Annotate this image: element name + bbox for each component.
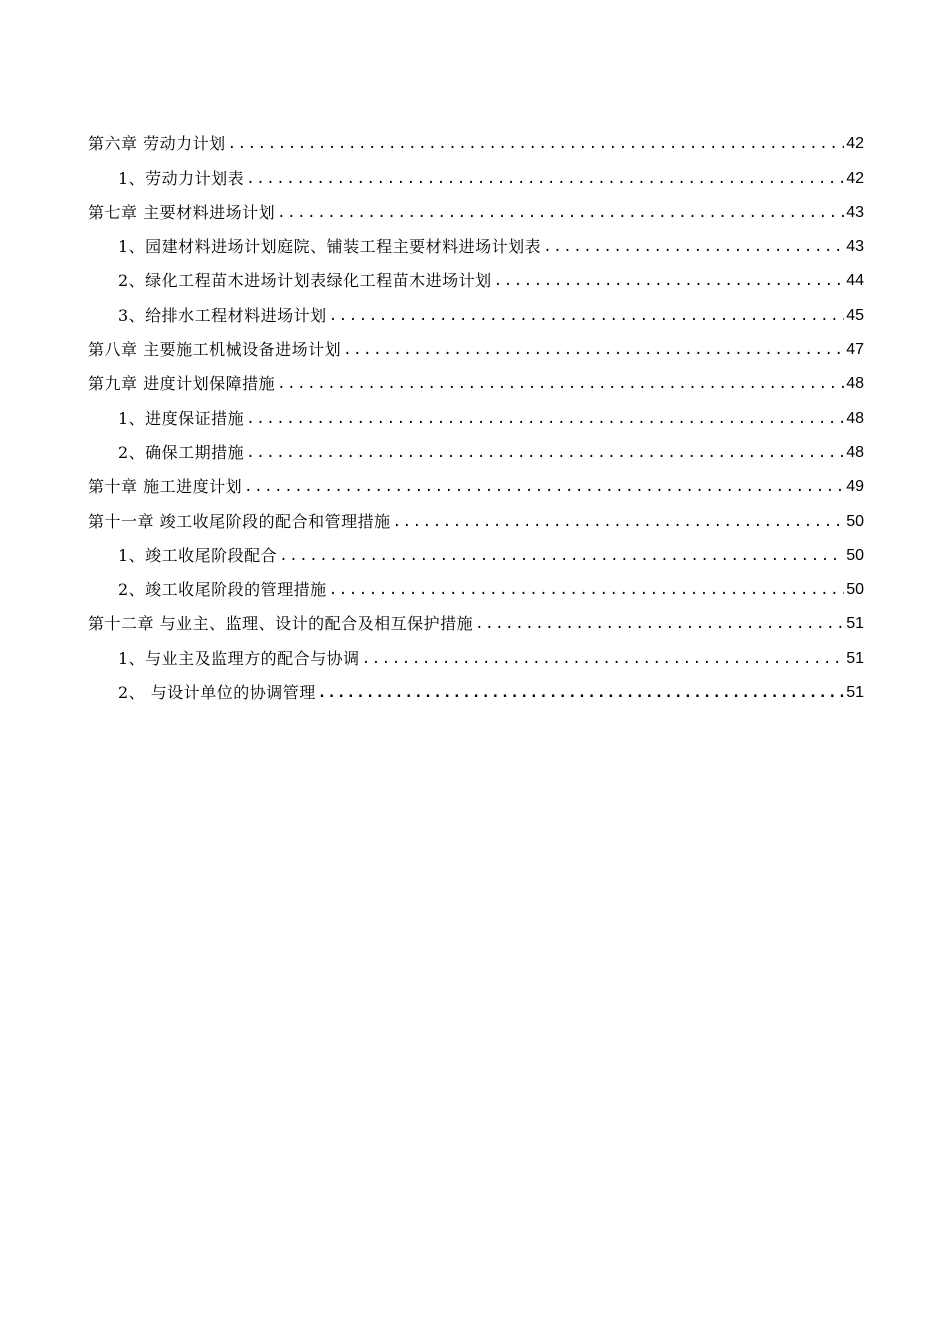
toc-entry[interactable] bbox=[88, 465, 864, 499]
toc-entry-page: 45 bbox=[846, 306, 864, 324]
toc-entry[interactable] bbox=[88, 396, 864, 430]
toc-dot-leader bbox=[246, 167, 844, 191]
toc-entry[interactable] bbox=[88, 568, 864, 602]
toc-entry-title: 第六章 劳动力计划 bbox=[88, 134, 226, 154]
toc-entry-page: 50 bbox=[846, 581, 864, 599]
toc-dot-leader bbox=[246, 407, 844, 431]
toc-entry[interactable] bbox=[88, 293, 864, 327]
toc-entry-title: 第七章 主要材料进场计划 bbox=[88, 202, 276, 222]
toc-dot-leader bbox=[318, 681, 844, 705]
toc-entry[interactable] bbox=[88, 671, 864, 705]
toc-entry-title: 1、进度保证措施 bbox=[118, 408, 245, 428]
toc-entry[interactable] bbox=[88, 431, 864, 465]
toc-entry[interactable] bbox=[88, 534, 864, 568]
toc-dot-leader bbox=[246, 441, 844, 465]
toc-entry-page: 49 bbox=[846, 478, 864, 496]
toc-dot-leader bbox=[329, 578, 844, 602]
toc-dot-leader bbox=[343, 338, 844, 362]
toc-dot-leader bbox=[393, 510, 844, 534]
toc-entry[interactable] bbox=[88, 328, 864, 362]
toc-entry-title: 2、绿化工程苗木进场计划表绿化工程苗木进场计划 bbox=[118, 271, 492, 291]
toc-entry-title: 3、给排水工程材料进场计划 bbox=[118, 305, 327, 325]
toc-entry-page: 42 bbox=[846, 135, 864, 153]
toc-entry-title: 1、竣工收尾阶段配合 bbox=[118, 545, 278, 565]
toc-dot-leader bbox=[475, 612, 844, 636]
toc-entry[interactable] bbox=[88, 259, 864, 293]
toc-entry[interactable] bbox=[88, 499, 864, 533]
toc-entry-title: 第十一章 竣工收尾阶段的配合和管理措施 bbox=[88, 511, 391, 531]
toc-entry-page: 42 bbox=[846, 169, 864, 187]
toc-entry-page: 44 bbox=[846, 272, 864, 290]
toc-dot-leader bbox=[228, 132, 844, 156]
toc-entry-page: 51 bbox=[846, 684, 864, 702]
toc-entry-title: 2、 与设计单位的协调管理 bbox=[118, 683, 316, 703]
toc-entry[interactable] bbox=[88, 191, 864, 225]
toc-dot-leader bbox=[279, 544, 844, 568]
toc-entry[interactable] bbox=[88, 122, 864, 156]
toc-entry-title: 2、竣工收尾阶段的管理措施 bbox=[118, 580, 327, 600]
toc-entry[interactable] bbox=[88, 156, 864, 190]
toc-dot-leader bbox=[494, 269, 844, 293]
toc-entry-page: 50 bbox=[846, 512, 864, 530]
toc-entry[interactable] bbox=[88, 225, 864, 259]
toc-dot-leader bbox=[277, 201, 844, 225]
toc-entry-page: 48 bbox=[846, 443, 864, 461]
toc-entry-title: 第十二章 与业主、监理、设计的配合及相互保护措施 bbox=[88, 614, 474, 634]
toc-dot-leader bbox=[362, 647, 844, 671]
toc-entry-page: 48 bbox=[846, 375, 864, 393]
toc-entry-page: 50 bbox=[846, 546, 864, 564]
toc-entry-title: 第九章 进度计划保障措施 bbox=[88, 374, 276, 394]
toc-entry-page: 48 bbox=[846, 409, 864, 427]
toc-entry-title: 第八章 主要施工机械设备进场计划 bbox=[88, 340, 342, 360]
toc-entry-page: 43 bbox=[846, 203, 864, 221]
toc-entry-title: 1、园建材料进场计划庭院、铺装工程主要材料进场计划表 bbox=[118, 237, 542, 257]
toc-dot-leader bbox=[329, 304, 844, 328]
toc-entry-title: 2、确保工期措施 bbox=[118, 442, 245, 462]
toc-entry[interactable] bbox=[88, 636, 864, 670]
toc-entry-page: 51 bbox=[846, 649, 864, 667]
table-of-contents bbox=[88, 122, 864, 705]
toc-dot-leader bbox=[277, 372, 844, 396]
toc-entry-page: 51 bbox=[846, 615, 864, 633]
toc-entry-page: 43 bbox=[846, 238, 864, 256]
toc-dot-leader bbox=[543, 235, 844, 259]
toc-entry[interactable] bbox=[88, 602, 864, 636]
toc-dot-leader bbox=[244, 475, 844, 499]
toc-entry-page: 47 bbox=[846, 341, 864, 359]
toc-entry-title: 1、劳动力计划表 bbox=[118, 168, 245, 188]
toc-entry[interactable] bbox=[88, 362, 864, 396]
toc-entry-title: 第十章 施工进度计划 bbox=[88, 477, 243, 497]
toc-entry-title: 1、与业主及监理方的配合与协调 bbox=[118, 648, 360, 668]
